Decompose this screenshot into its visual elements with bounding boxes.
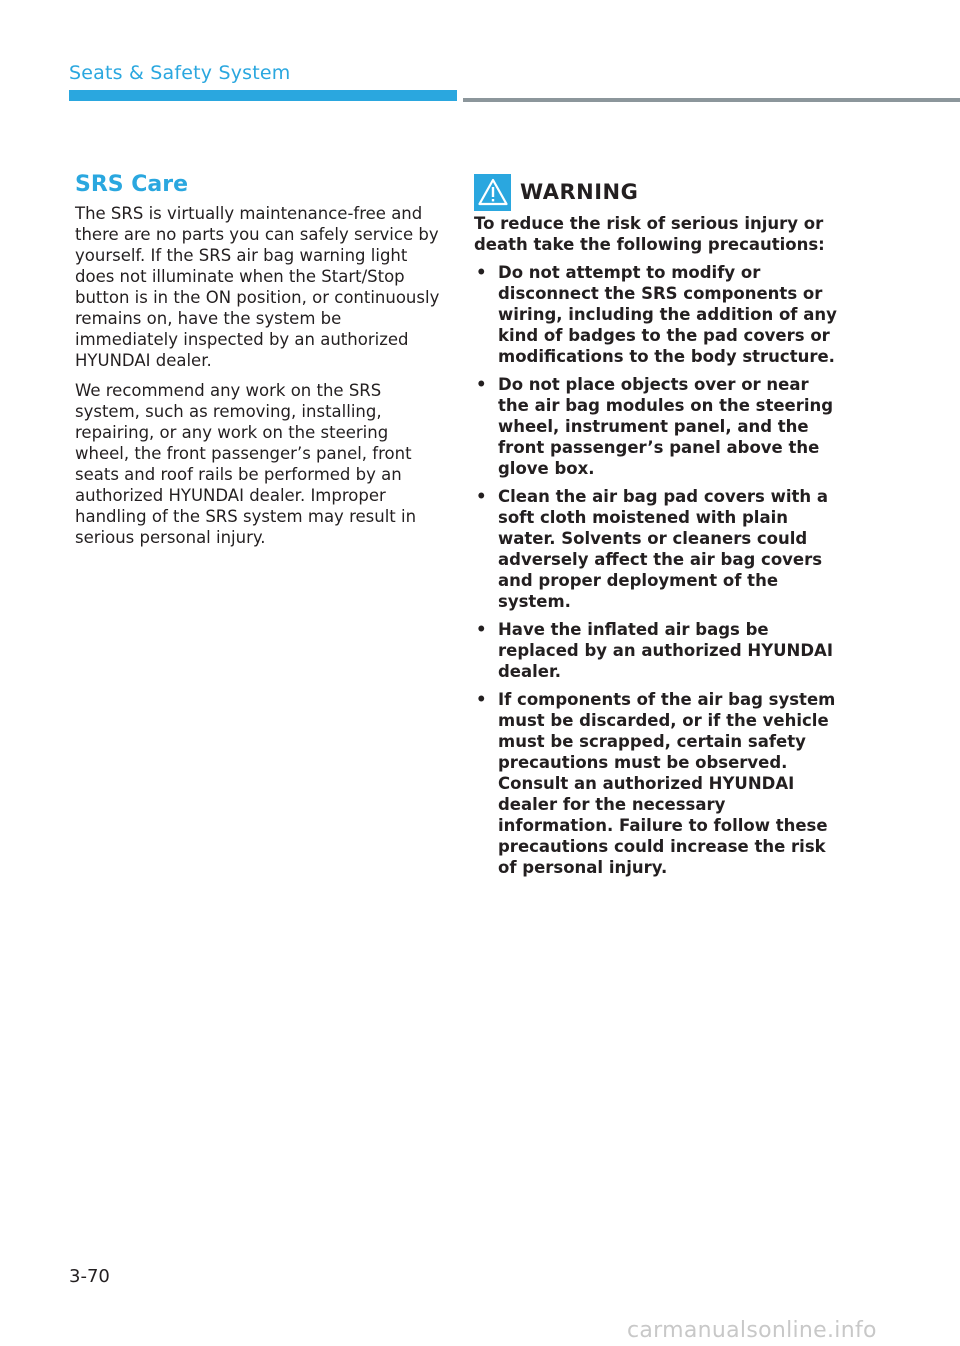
warning-item-text: If components of the air bag system must be discarded, or if the vehicle must be scrapped, certain safety precautions must be observed. Consult an authorized HYUNDAI dealer for the necessary information. Failure to follow these precautions could increase the risk of personal injury. <box>498 690 836 877</box>
warning-item-text: Clean the air bag pad covers with a soft cloth moistened with plain water. Solvents or cleaners could adversely affect the air bag covers and proper deployment of the system. <box>498 487 828 611</box>
section-heading: SRS Care <box>75 172 189 197</box>
warning-list-item <box>474 689 840 878</box>
warning-item-text: Have the inflated air bags be replaced by an authorized HYUNDAI dealer. <box>498 620 833 681</box>
body-paragraph: We recommend any work on the SRS system, such as removing, installing, repairing, or any work on the steering wheel, the front passenger’s panel, front seats and roof rails be performed by an authorized HYUNDAI dealer. Improper handling of the SRS system may result in serious personal injury. <box>75 381 417 547</box>
warning-header <box>474 172 840 212</box>
bullet-icon: • <box>476 487 487 506</box>
warning-item-text: Do not place objects over or near the air bag modules on the steering wheel, instrument panel, and the front passenger’s panel above the glove box. <box>498 375 834 478</box>
warning-item-text: Do not attempt to modify or disconnect the SRS components or wiring, including the addition of any kind of badges to the pad covers or modifications to the body structure. <box>498 263 837 366</box>
bullet-icon: • <box>476 620 487 639</box>
bullet-icon: • <box>476 375 487 394</box>
warning-list-item <box>474 486 840 612</box>
warning-list-item <box>474 374 840 479</box>
section-header-title: Seats & Safety System <box>69 62 291 84</box>
watermark: carmanualsonline.info <box>627 1318 877 1343</box>
warning-list-item <box>474 619 840 682</box>
warning-list <box>474 262 840 878</box>
body-paragraph: The SRS is virtually maintenance-free and there are no parts you can safely service by yourself. If the SRS air bag warning light does not illuminate when the Start/Stop button is in the ON position, or continuously remains on, have the system be immediately inspected by an authorized HYUNDAI dealer. <box>75 204 440 370</box>
warning-triangle-icon <box>474 174 511 211</box>
bullet-icon: • <box>476 263 487 282</box>
warning-intro: To reduce the risk of serious injury or death take the following precautions: <box>474 214 825 254</box>
header-rule <box>463 98 960 102</box>
header-accent-bar <box>69 90 457 101</box>
bullet-icon: • <box>476 690 487 709</box>
warning-list-item <box>474 262 840 367</box>
srs-care-section <box>75 172 440 557</box>
page-number: 3-70 <box>69 1266 110 1287</box>
warning-title: WARNING <box>520 180 639 204</box>
warning-box <box>474 172 840 885</box>
